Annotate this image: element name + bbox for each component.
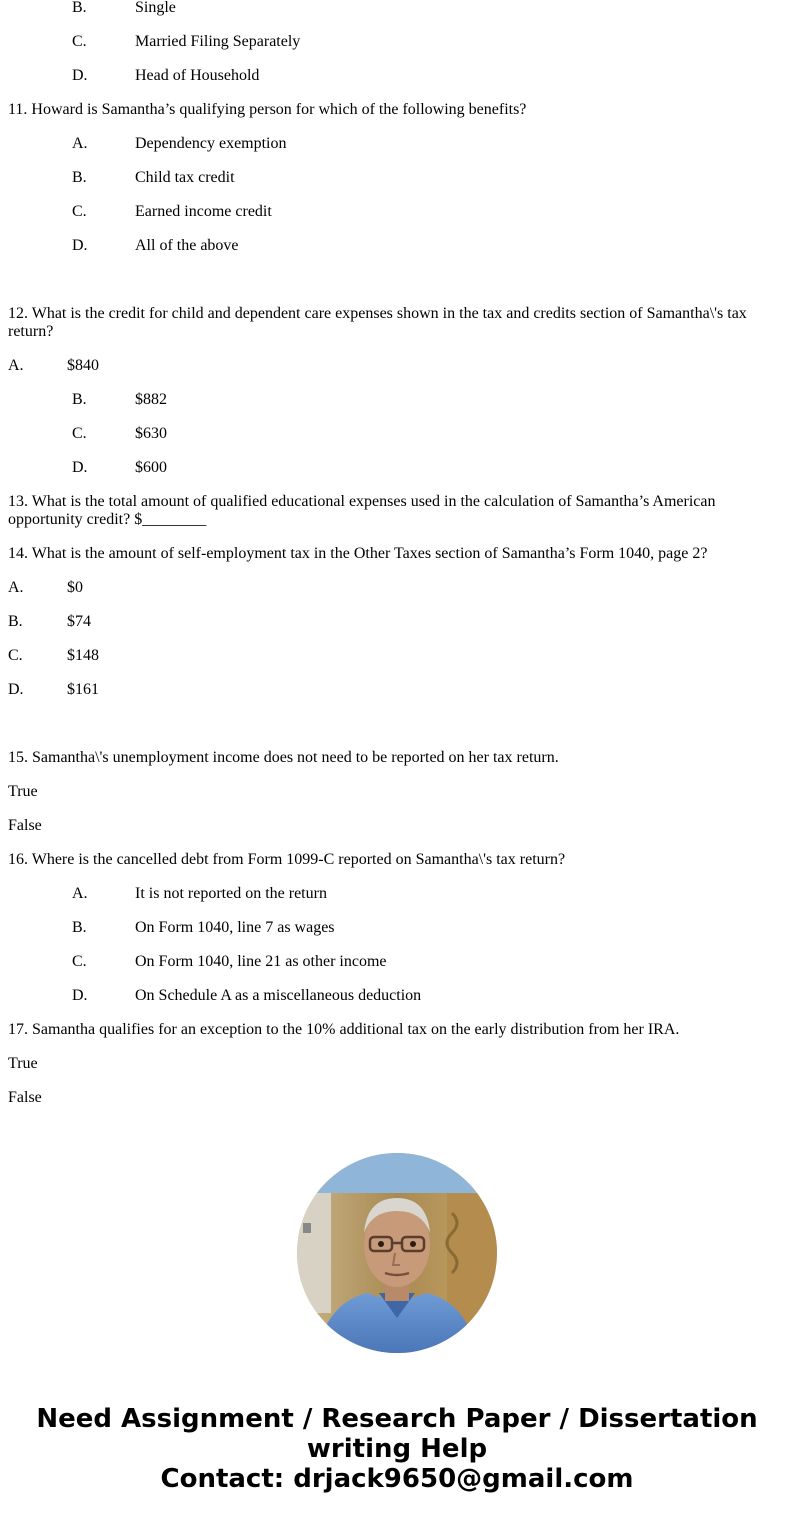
promo-line-1: Need Assignment / Research Paper / Dissertation — [36, 1404, 758, 1434]
option-text: $161 — [67, 681, 99, 698]
option-text: All of the above — [135, 237, 239, 254]
author-avatar — [297, 1153, 497, 1353]
option-letter: C. — [72, 953, 87, 970]
option-letter: D. — [72, 987, 88, 1004]
option-letter: C. — [72, 203, 87, 220]
option-text: $600 — [135, 459, 167, 476]
option-text: $74 — [67, 613, 91, 630]
option-letter: A. — [8, 579, 24, 596]
option-letter: D. — [8, 681, 24, 698]
option-letter: D. — [72, 67, 88, 84]
option-text: On Schedule A as a miscellaneous deduction — [135, 987, 422, 1004]
promo-line-2: writing Help — [306, 1434, 488, 1464]
option-letter: C. — [72, 33, 87, 50]
option-text: $630 — [135, 425, 167, 442]
option-letter: B. — [72, 391, 87, 408]
option-letter: A. — [72, 135, 88, 152]
q12-question: 12. What is the credit for child and dependent care expenses shown in the tax and credits section of Samantha\'s tax return? — [8, 305, 747, 340]
option-text: Head of Household — [135, 67, 260, 84]
option-text: Married Filing Separately — [135, 33, 301, 50]
option-letter: B. — [8, 613, 23, 630]
option-text: $0 — [67, 579, 83, 596]
q17-true-option: True — [8, 1055, 38, 1072]
q15-question: 15. Samantha\'s unemployment income does not need to be reported on her tax return. — [8, 749, 559, 766]
q13-question: 13. What is the total amount of qualified educational expenses used in the calculation of Samantha’s American opportunity credit? $________ — [8, 493, 716, 528]
option-letter: A. — [8, 357, 24, 374]
option-text: $840 — [67, 357, 99, 374]
person-portrait-icon — [297, 1153, 497, 1353]
promo-contact-line: Contact: drjack9650@gmail.com — [160, 1464, 634, 1494]
q16-question: 16. Where is the cancelled debt from Form 1099-C reported on Samantha\'s tax return? — [8, 851, 566, 868]
option-letter: D. — [72, 459, 88, 476]
q15-true-option: True — [8, 783, 38, 800]
option-text: Child tax credit — [135, 169, 235, 186]
q15-false-option: False — [8, 817, 42, 834]
option-letter: B. — [72, 169, 87, 186]
option-text: $882 — [135, 391, 167, 408]
q11-question: 11. Howard is Samantha’s qualifying person for which of the following benefits? — [8, 101, 527, 118]
option-text: Single — [135, 0, 176, 16]
option-letter: C. — [8, 647, 23, 664]
option-letter: B. — [72, 0, 87, 16]
option-letter: D. — [72, 237, 88, 254]
option-text: On Form 1040, line 7 as wages — [135, 919, 335, 936]
option-text: $148 — [67, 647, 99, 664]
option-text: It is not reported on the return — [135, 885, 327, 902]
option-letter: C. — [72, 425, 87, 442]
q14-question: 14. What is the amount of self-employment tax in the Other Taxes section of Samantha’s Form 1040, page 2? — [8, 545, 708, 562]
option-letter: A. — [72, 885, 88, 902]
option-text: On Form 1040, line 21 as other income — [135, 953, 387, 970]
q17-question: 17. Samantha qualifies for an exception to the 10% additional tax on the early distribution from her IRA. — [8, 1021, 680, 1038]
option-letter: B. — [72, 919, 87, 936]
option-text: Dependency exemption — [135, 135, 287, 152]
option-text: Earned income credit — [135, 203, 272, 220]
q17-false-option: False — [8, 1089, 42, 1106]
